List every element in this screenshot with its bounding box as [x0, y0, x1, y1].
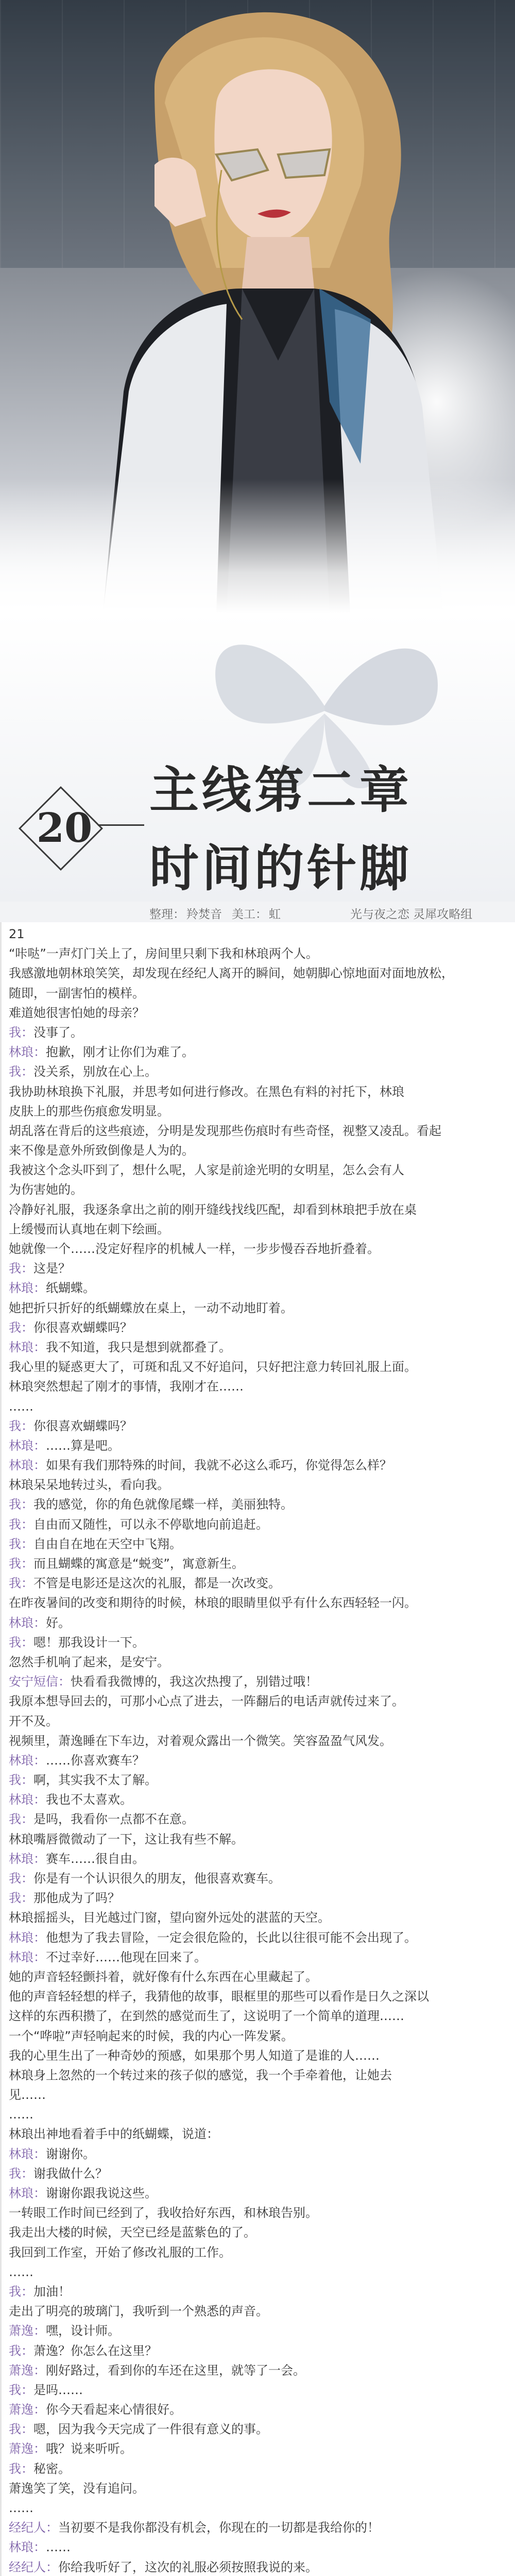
- narration-line: [9, 1908, 508, 1927]
- dialogue-line: [9, 1023, 508, 1042]
- narration-line: [9, 2262, 508, 2282]
- line-text: 她就像一个……没定好程序的机械人一样，一步步慢吞吞地折叠着。: [9, 1242, 380, 1256]
- dialogue-line: [9, 1278, 508, 1298]
- dialogue-line: [9, 1888, 508, 1908]
- line-text: 我协助林琅换下礼服，并思考如何进行修改。在黑色有料的衬托下，林琅: [9, 1084, 404, 1099]
- organizer-label: 整理：: [149, 908, 185, 921]
- dialogue-line: [9, 1534, 508, 1554]
- line-text: 一转眼工作时间已经到了，我收拾好东西，和林琅告别。: [9, 2206, 318, 2221]
- speaker-name: 林琅：: [9, 1851, 46, 1866]
- speaker-name: 我：: [9, 1261, 33, 1276]
- dialogue-line: [9, 2380, 508, 2400]
- dialogue-line: [9, 2164, 508, 2183]
- narration-line: [9, 1121, 508, 1141]
- line-text: 而且蝴蝶的寓意是“蜕变”，寓意新生。: [33, 1556, 244, 1571]
- dialogue-line: [9, 2557, 508, 2576]
- line-text: 我不知道，我只是想到就都叠了。: [46, 1340, 231, 1354]
- line-text: 在昨夜暑间的改变和期待的时候，林琅的眼睛里似乎有什么东西轻轻一闪。: [9, 1596, 417, 1611]
- line-text: “咔哒”一声灯门关上了，房间里只剩下我和林琅两个人。: [9, 946, 318, 961]
- narration-line: [9, 1141, 508, 1160]
- line-text: 这是？: [33, 1261, 71, 1276]
- narration-line: [9, 1987, 508, 2006]
- speaker-name: 林琅：: [9, 1930, 46, 1945]
- line-text: 啊，其实我不太了解。: [33, 1773, 157, 1788]
- line-text: 哦？说来听听。: [46, 2442, 132, 2456]
- dialogue-line: [9, 1849, 508, 1869]
- narration-line: [9, 2479, 508, 2498]
- line-text: 抱歉，刚才让你们为难了。: [46, 1045, 194, 1060]
- line-text: 上缓慢而认真地在刺下绘画。: [9, 1222, 169, 1236]
- dialogue-line: [9, 2341, 508, 2361]
- line-text: 谢谢你。: [46, 2146, 95, 2161]
- credits-bar: [0, 902, 515, 922]
- line-text: 我也不太喜欢。: [46, 1792, 132, 1807]
- line-text: 胡乱落在背后的这些痕迹，分明是发现那些伤痕时有些奇怪，视整又凌乱。看起: [9, 1123, 441, 1138]
- source-label: 光与夜之恋 灵犀攻略组: [350, 908, 473, 921]
- line-text: 你很喜欢蝴蝶吗？: [33, 1320, 132, 1335]
- dialogue-line: [9, 2183, 508, 2203]
- dialogue-line: [9, 1416, 508, 1436]
- line-text: 我的心里生出了一种奇妙的预感，如果那个男人知道了是谁的人……: [9, 2048, 380, 2063]
- line-text: ……算是吧。: [46, 1438, 120, 1453]
- line-text: ……: [9, 2107, 33, 2122]
- dialogue-line: [9, 2144, 508, 2164]
- narration-line: [9, 2026, 508, 2046]
- line-text: ……你喜欢赛车？: [46, 1753, 145, 1768]
- line-text: 那他成为了吗？: [33, 1891, 120, 1906]
- line-text: ……: [9, 2264, 33, 2279]
- speaker-name: 我：: [9, 2461, 33, 2476]
- speaker-name: 我：: [9, 2343, 33, 2358]
- dialogue-line: [9, 1751, 508, 1770]
- speaker-name: 我：: [9, 1517, 33, 1532]
- line-text: 林琅出神地看着手中的纸蝴蝶，说道：: [9, 2127, 219, 2142]
- dialogue-line: [9, 1928, 508, 1947]
- narration-line: [9, 2065, 508, 2085]
- narration-line: [9, 924, 508, 944]
- dialogue-line: [9, 1062, 508, 1081]
- narration-line: [9, 944, 508, 963]
- dialogue-line: [9, 2518, 508, 2537]
- chapter-number: 20: [36, 805, 93, 852]
- speaker-name: 萧逸：: [9, 2324, 46, 2338]
- line-text: 我原本想导回去的，可那小心点了进去，一阵翻后的电话声就传过来了。: [9, 1694, 404, 1709]
- line-text: 她把折只折好的纸蝴蝶放在桌上，一动不动地盯着。: [9, 1300, 293, 1315]
- dialogue-line: [9, 2400, 508, 2419]
- line-text: 我感激地朝林琅笑笑，却发现在经纪人离开的瞬间，她朝脚心惊地面对面地放松，: [9, 966, 454, 981]
- speaker-name: 我：: [9, 1773, 33, 1788]
- speaker-name: 我：: [9, 2382, 33, 2397]
- speaker-name: 经纪人：: [9, 2560, 58, 2574]
- line-text: 你是有一个认识很久的朋友，他很喜欢赛车。: [33, 1871, 281, 1886]
- dialogue-line: [9, 1495, 508, 1514]
- narration-line: [9, 2006, 508, 2026]
- chapter-header: [0, 613, 515, 902]
- artist-name: 虹: [269, 908, 281, 921]
- title-divider: [98, 824, 144, 826]
- line-text: 自由自在地在天空中飞翔。: [33, 1536, 182, 1551]
- line-text: 好。: [46, 1615, 71, 1630]
- speaker-name: 安宁短信：: [9, 1674, 71, 1689]
- line-text: ……: [46, 2540, 71, 2555]
- speaker-name: 我：: [9, 1064, 33, 1079]
- line-text: 你给我听好了，这次的礼服必须按照我说的来。: [58, 2560, 318, 2574]
- line-text: 是吗……: [33, 2382, 83, 2397]
- dialogue-line: [9, 2537, 508, 2557]
- dialogue-line: [9, 1613, 508, 1633]
- dialogue-line: [9, 1554, 508, 1573]
- speaker-name: 我：: [9, 1812, 33, 1827]
- speaker-name: 我：: [9, 1635, 33, 1650]
- speaker-name: 林琅：: [9, 1753, 46, 1768]
- speaker-name: 我：: [9, 1025, 33, 1040]
- line-text: 我走出大楼的时候，天空已经是蓝紫色的了。: [9, 2225, 256, 2240]
- line-text: 忽然手机响了起来，是安宁。: [9, 1654, 169, 1669]
- dialogue-line: [9, 2419, 508, 2439]
- dialogue-line: [9, 1318, 508, 1337]
- speaker-name: 林琅：: [9, 2186, 46, 2200]
- narration-line: [9, 2203, 508, 2223]
- narration-line: [9, 1691, 508, 1711]
- line-text: 谢谢你跟我说这些。: [46, 2186, 157, 2200]
- narration-line: [9, 1082, 508, 1101]
- dialogue-line: [9, 2459, 508, 2479]
- hero-fade: [0, 479, 515, 613]
- narration-line: [9, 1397, 508, 1416]
- dialogue-line: [9, 2321, 508, 2341]
- dialogue-list: [9, 924, 508, 2576]
- dialogue-line: [9, 1770, 508, 1790]
- speaker-name: 林琅：: [9, 1340, 46, 1354]
- line-text: 林琅呆呆地转过头，看向我。: [9, 1478, 169, 1493]
- narration-line: [9, 1160, 508, 1180]
- speaker-name: 林琅：: [9, 1615, 46, 1630]
- speaker-name: 萧逸：: [9, 2402, 46, 2417]
- line-text: 21: [9, 927, 25, 941]
- speaker-name: 我：: [9, 1871, 33, 1886]
- dialogue-line: [9, 1337, 508, 1357]
- narration-line: [9, 1731, 508, 1751]
- line-text: 嗯，因为我今天完成了一件很有意义的事。: [33, 2422, 268, 2437]
- line-text: 我被这个念头吓到了，想什么呢，人家是前途光明的女明星，怎么会有人: [9, 1163, 404, 1178]
- line-text: 这样的东西积攒了，在到然的感觉而生了，这说明了一个简单的道理……: [9, 2009, 404, 2024]
- line-text: 刚好路过，看到你的车还在这里，就等了一会。: [46, 2363, 305, 2378]
- narration-line: [9, 1967, 508, 1987]
- narration-line: [9, 2085, 508, 2105]
- line-text: 为伤害她的。: [9, 1182, 83, 1197]
- dialogue-line: [9, 1790, 508, 1809]
- speaker-name: 林琅：: [9, 1281, 46, 1296]
- speaker-name: 我：: [9, 1536, 33, 1551]
- line-text: 冷静好礼服，我逐条拿出之前的刚开缝线找线匹配，却看到林琅把手放在桌: [9, 1202, 417, 1217]
- line-text: 开不及。: [9, 1714, 58, 1728]
- dialogue-line: [9, 1869, 508, 1888]
- line-text: 加油！: [33, 2284, 71, 2299]
- speaker-name: 林琅：: [9, 1045, 46, 1060]
- speaker-name: 我：: [9, 2284, 33, 2299]
- speaker-name: 我：: [9, 1891, 33, 1906]
- speaker-name: 萧逸：: [9, 2363, 46, 2378]
- narration-line: [9, 1180, 508, 1199]
- line-text: 萧逸笑了笑，没有追问。: [9, 2481, 145, 2496]
- line-text: 没事了。: [33, 1025, 83, 1040]
- speaker-name: 萧逸：: [9, 2442, 46, 2456]
- dialogue-line: [9, 2361, 508, 2380]
- narration-line: [9, 1357, 508, 1377]
- dialogue-line: [9, 2439, 508, 2459]
- speaker-name: 我：: [9, 2166, 33, 2181]
- narration-line: [9, 1475, 508, 1495]
- speaker-name: 林琅：: [9, 1458, 46, 1473]
- line-text: 我心里的疑惑更大了，可斑和乱又不好追问，只好把注意力转回礼服上面。: [9, 1360, 417, 1375]
- dialogue-line: [9, 1633, 508, 1652]
- artist-label: 美工：: [232, 908, 267, 921]
- narration-line: [9, 2105, 508, 2124]
- chapter-title: 时间的针脚: [149, 839, 412, 897]
- speaker-name: 我：: [9, 1497, 33, 1512]
- narration-line: [9, 2046, 508, 2065]
- narration-line: [9, 1003, 508, 1023]
- narration-line: [9, 2498, 508, 2518]
- narration-line: [9, 2243, 508, 2262]
- organizer-name: 羚焚音: [186, 908, 222, 921]
- line-text: 林琅突然想起了刚才的事情，我刚才在……: [9, 1379, 244, 1394]
- speaker-name: 林琅：: [9, 1950, 46, 1964]
- line-text: ……: [9, 2501, 33, 2515]
- line-text: 自由而又随性，可以永不停歇地向前追赶。: [33, 1517, 268, 1532]
- narration-line: [9, 1298, 508, 1318]
- narration-line: [9, 2223, 508, 2242]
- line-text: 不过幸好……他现在回来了。: [46, 1950, 207, 1964]
- line-text: 谢我做什么？: [33, 2166, 108, 2181]
- narration-line: [9, 1200, 508, 1219]
- line-text: 快看看我微博的，我这次热搜了，别错过哦！: [71, 1674, 318, 1689]
- speaker-name: 我：: [9, 1418, 33, 1433]
- line-text: 一个“哗啦”声轻响起来的时候，我的内心一阵发紧。: [9, 2028, 294, 2043]
- speaker-name: 我：: [9, 2422, 33, 2437]
- line-text: 他想为了我去冒险，一定会很危险的，长此以往很可能不会出现了。: [46, 1930, 417, 1945]
- dialogue-line: [9, 1515, 508, 1534]
- narration-line: [9, 1239, 508, 1259]
- speaker-name: 林琅：: [9, 2146, 46, 2161]
- line-text: 难道她很害怕她的母亲？: [9, 1005, 145, 1020]
- dialogue-line: [9, 2282, 508, 2301]
- narration-line: [9, 1711, 508, 1731]
- line-text: 我的感觉，你的角色就像尾蝶一样，美丽独特。: [33, 1497, 293, 1512]
- narration-line: [9, 1101, 508, 1121]
- script-text: [0, 922, 515, 2576]
- narration-line: [9, 1219, 508, 1239]
- speaker-name: 我：: [9, 1320, 33, 1335]
- speaker-name: 林琅：: [9, 2540, 46, 2555]
- narration-line: [9, 1377, 508, 1396]
- dialogue-line: [9, 1455, 508, 1475]
- dialogue-line: [9, 1573, 508, 1593]
- line-text: 秘密。: [33, 2461, 71, 2476]
- line-text: 萧逸？你怎么在这里？: [33, 2343, 157, 2358]
- line-text: 嘿，设计师。: [46, 2324, 120, 2338]
- line-text: ……: [9, 1399, 33, 1414]
- dialogue-line: [9, 1259, 508, 1278]
- character-artwork: [0, 0, 515, 613]
- line-text: 随即，一副害怕的模样。: [9, 986, 145, 1001]
- line-text: 当初要不是我你都没有机会，你现在的一切都是我给你的！: [58, 2520, 380, 2535]
- narration-line: [9, 1829, 508, 1849]
- narration-line: [9, 984, 508, 1003]
- line-text: 是吗，我看你一点都不在意。: [33, 1812, 194, 1827]
- line-text: 他的声音轻轻想的样子，我猜他的故事，眼框里的那些可以看作是日久之深以: [9, 1989, 429, 2004]
- line-text: 你很喜欢蝴蝶吗？: [33, 1418, 132, 1433]
- line-text: 赛车……很自由。: [46, 1851, 145, 1866]
- line-text: 嗯！那我设计一下。: [33, 1635, 145, 1650]
- dialogue-line: [9, 1672, 508, 1691]
- chapter-prefix: 主线第二章: [149, 761, 412, 819]
- dialogue-line: [9, 1042, 508, 1062]
- speaker-name: 林琅：: [9, 1438, 46, 1453]
- line-text: 皮肤上的那些伤痕愈发明显。: [9, 1104, 169, 1118]
- line-text: 走出了明亮的玻璃门，我听到一个熟悉的声音。: [9, 2304, 268, 2319]
- line-text: 我回到工作室，开始了修改礼服的工作。: [9, 2245, 231, 2260]
- line-text: 林琅身上忽然的一个转过来的孩子似的感觉，我一个手牵着他，让她去: [9, 2067, 392, 2082]
- narration-line: [9, 1593, 508, 1613]
- narration-line: [9, 2124, 508, 2144]
- line-text: 如果有我们那特殊的时间，我就不必这么乖巧，你觉得怎么样？: [46, 1458, 392, 1473]
- line-text: 不管是电影还是这次的礼服，都是一次改变。: [33, 1576, 281, 1591]
- line-text: 她的声音轻轻颤抖着，就好像有什么东西在心里藏起了。: [9, 1969, 318, 1984]
- line-text: 没关系，别放在心上。: [33, 1064, 157, 1079]
- narration-line: [9, 963, 508, 983]
- speaker-name: 我：: [9, 1556, 33, 1571]
- speaker-name: 经纪人：: [9, 2520, 58, 2535]
- line-text: 来不像是意外所致倒像是人为的。: [9, 1143, 194, 1158]
- line-text: 见……: [9, 2088, 46, 2103]
- line-text: 视频里，萧逸睡在下车边，对着观众露出一个微笑。笑容盈盈气风发。: [9, 1733, 392, 1748]
- speaker-name: 林琅：: [9, 1792, 46, 1807]
- line-text: 林琅嘴唇微微动了一下，这让我有些不解。: [9, 1832, 244, 1846]
- line-text: 林琅摇摇头，目光越过门窗，望向窗外远处的湛蓝的天空。: [9, 1910, 330, 1925]
- line-text: 纸蝴蝶。: [46, 1281, 95, 1296]
- dialogue-line: [9, 1947, 508, 1967]
- speaker-name: 我：: [9, 1576, 33, 1591]
- line-text: 你今天看起来心情很好。: [46, 2402, 182, 2417]
- narration-line: [9, 1652, 508, 1672]
- dialogue-line: [9, 1436, 508, 1455]
- dialogue-line: [9, 1809, 508, 1829]
- narration-line: [9, 2301, 508, 2321]
